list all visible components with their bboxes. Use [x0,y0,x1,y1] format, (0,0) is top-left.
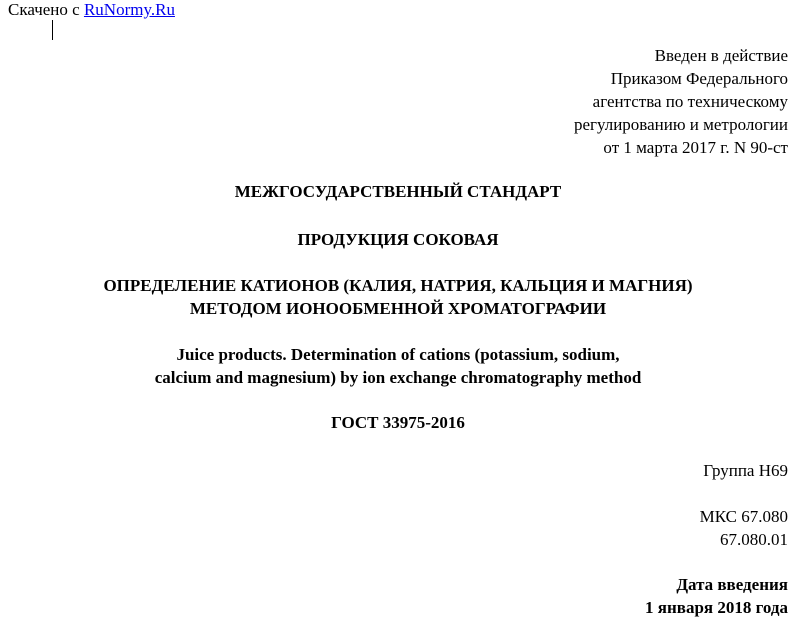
source-line [8,0,175,20]
approval-line: Приказом Федерального [610,69,788,88]
mks-code-line: МКС 67.080 [699,507,788,526]
russian-title [0,274,790,320]
approval-line: агентства по техническому [592,92,788,111]
english-title [0,343,790,389]
classification-group: Группа Н69 [703,461,788,480]
product-heading: ПРОДУКЦИЯ СОКОВАЯ [297,230,499,249]
english-title-line: calcium and magnesium) by ion exchange chromatography method [154,368,642,387]
source-prefix: Скачено с [8,0,80,19]
runormy-link[interactable]: RuNormy.Ru [83,0,175,19]
introduction-date-block [645,573,788,619]
approval-line: от 1 марта 2017 г. N 90-ст [603,138,788,157]
russian-title-line: ОПРЕДЕЛЕНИЕ КАТИОНОВ (КАЛИЯ, НАТРИЯ, КАЛЬЦИЯ И МАГНИЯ) [103,276,693,295]
introduction-date: 1 января 2018 года [645,598,788,617]
russian-title-line: МЕТОДОМ ИОНООБМЕННОЙ ХРОМАТОГРАФИИ [189,299,607,318]
introduction-label: Дата введения [676,575,788,594]
mks-code-line: 67.080.01 [720,530,788,549]
standard-type-heading: МЕЖГОСУДАРСТВЕННЫЙ СТАНДАРТ [234,182,562,201]
text-cursor [52,20,53,40]
approval-line: регулированию и метрологии [573,115,788,134]
approval-line: Введен в действие [654,46,788,65]
approval-notice [408,44,788,159]
english-title-line: Juice products. Determination of cations (potassium, sodium, [176,345,620,364]
standard-number: ГОСТ 33975-2016 [331,413,465,432]
mks-codes [700,505,788,551]
